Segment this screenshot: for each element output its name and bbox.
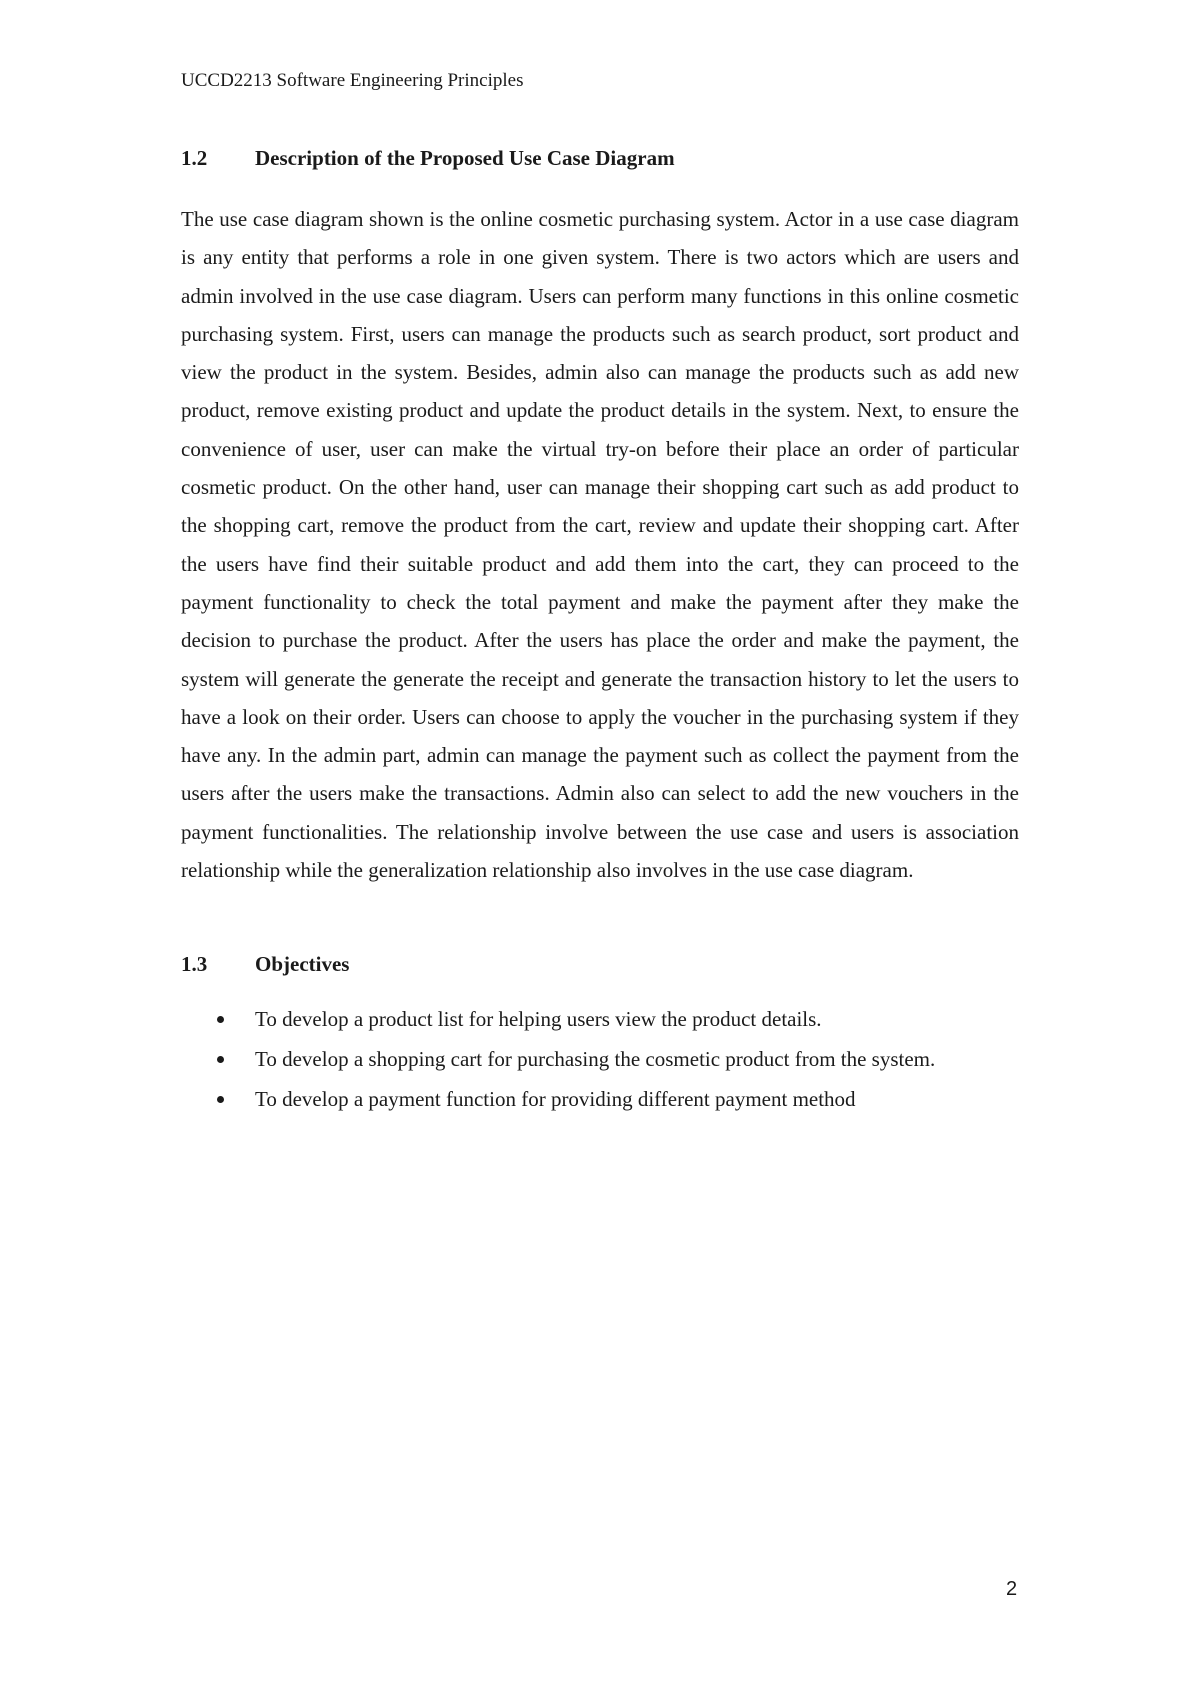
objective-text: To develop a shopping cart for purchasing the cosmetic product from the system. xyxy=(255,1047,936,1071)
running-header: UCCD2213 Software Engineering Principles xyxy=(181,70,524,91)
section-number: 1.3 xyxy=(181,952,208,976)
list-item xyxy=(181,1087,1041,1127)
objective-text: To develop a payment function for providing different payment method xyxy=(255,1087,856,1111)
page-number: 2 xyxy=(1006,1578,1018,1600)
section-heading-1-3 xyxy=(181,952,349,976)
list-item xyxy=(181,1007,1041,1047)
objectives-list xyxy=(181,1007,1041,1127)
description-paragraph: The use case diagram shown is the online cosmetic purchasing system. Actor in a use case diagram is any entity that performs a role in one given system. There is two actors which are users and admin involved in the use case diagram. Users can perform many functions in this online cosmetic purchasing system. First, users can manage the products such as search product, sort product and view the product in the system. Besides, admin also can manage the products such as add new product, remove existing product and update the product details in the system. Next, to ensure the convenience of user, user can make the virtual try-on before their place an order of particular cosmetic product. On the other hand, user can manage their shopping cart such as add product to the shopping cart, remove the product from the cart, review and update their shopping cart. After the users have find their suitable product and add them into the cart, they can proceed to the payment functionality to check the total payment and make the payment after they make the decision to purchase the product. After the users has place the order and make the payment, the system will generate the generate the receipt and generate the transaction history to let the users to have a look on their order. Users can choose to apply the voucher in the purchasing system if they have any. In the admin part, admin can manage the payment such as collect the payment from the users after the users make the transactions. Admin also can select to add the new vouchers in the payment functionalities. The relationship involve between the use case and users is association relationship while the generalization relationship also involves in the use case diagram. xyxy=(181,207,1019,883)
list-item xyxy=(181,1047,1041,1087)
section-title: Objectives xyxy=(255,952,350,976)
section-heading-1-2 xyxy=(181,146,675,170)
bullet-icon xyxy=(217,1096,224,1103)
bullet-icon xyxy=(217,1016,224,1023)
section-title: Description of the Proposed Use Case Diagram xyxy=(255,146,675,170)
section-number: 1.2 xyxy=(181,146,208,170)
objective-text: To develop a product list for helping users view the product details. xyxy=(255,1007,822,1031)
bullet-icon xyxy=(217,1056,224,1063)
